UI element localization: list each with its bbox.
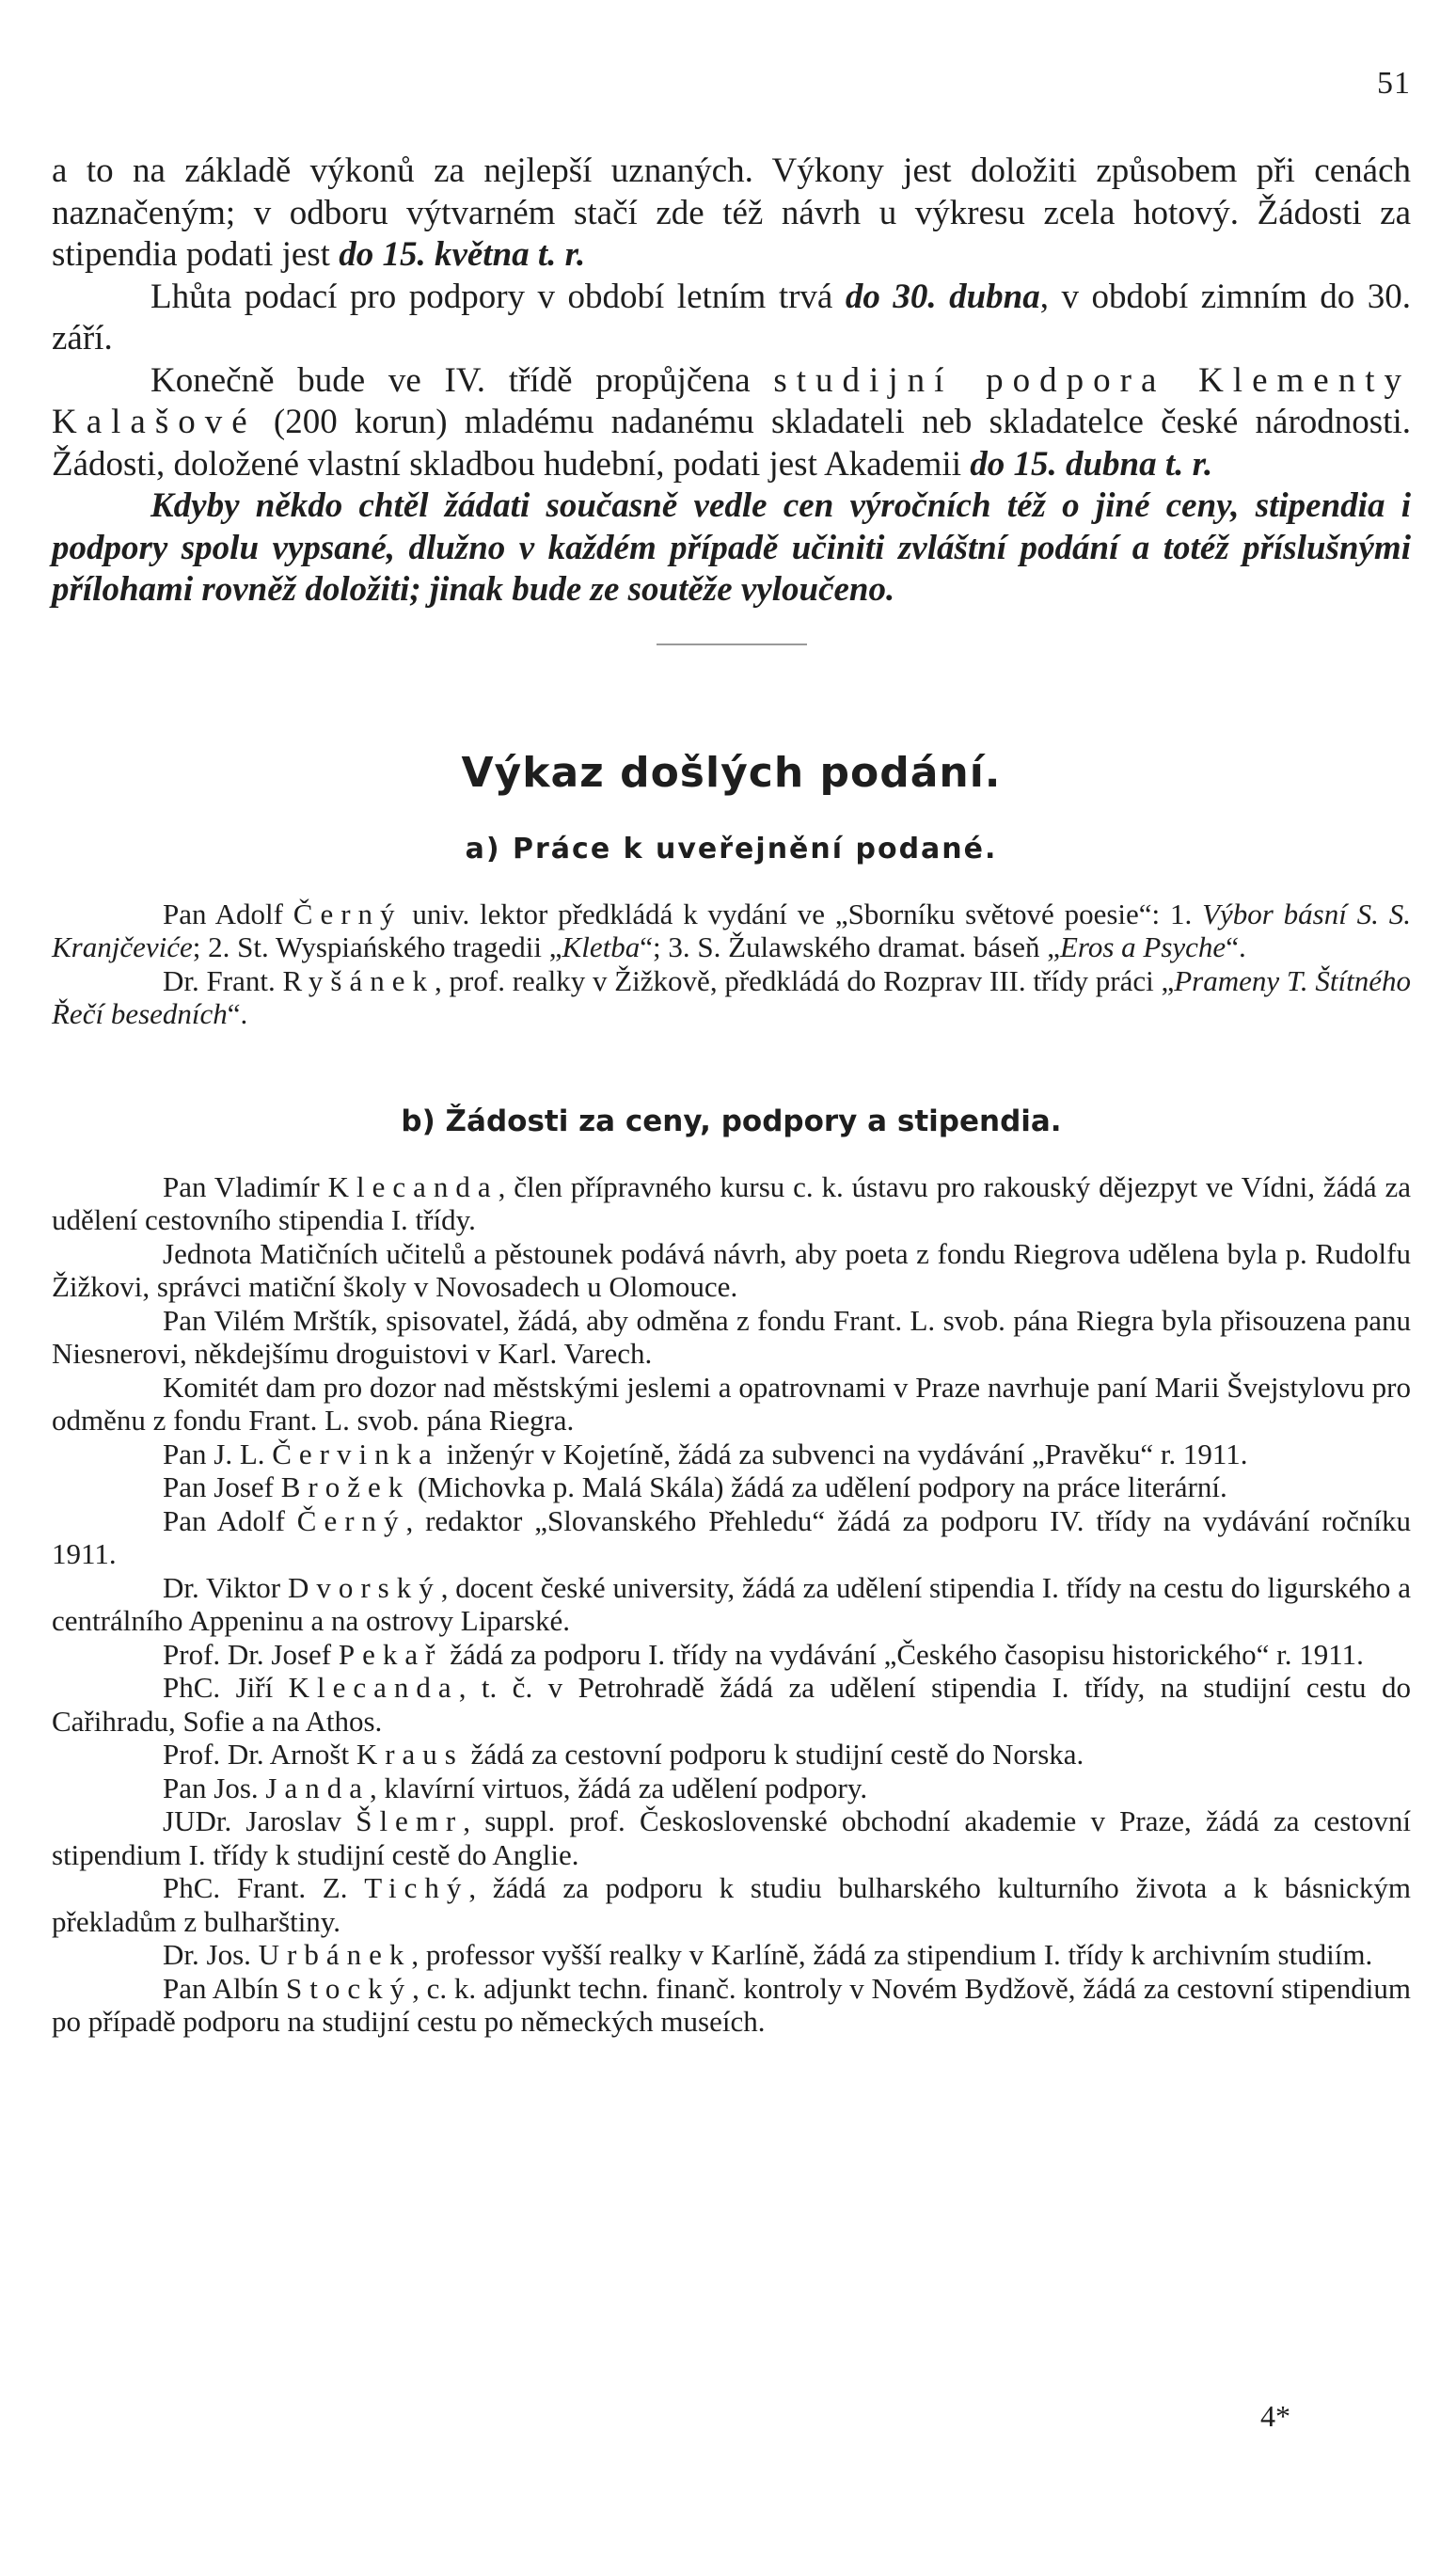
section-b-entry: Prof. Dr. Josef Pekař žádá za podporu I. třídy na vydávání „Českého časopisu historického“ r. 1911. (163, 1637, 1364, 1671)
section-b-list (52, 1170, 1411, 2039)
section-b-entry: PhC. Jiří Klecanda, t. č. v Petrohradě žádá za udělení stipendia I. třídy, na studijní cestu do Cařihradu, Sofie a na Athos. (52, 1671, 1411, 1738)
person-name: Pekař (338, 1637, 443, 1671)
person-name: Janda (265, 1771, 370, 1804)
person-name: Stocký (285, 1971, 413, 2005)
section-b-heading: b) Žádosti za ceny, podpory a stipendia. (401, 1104, 1062, 1138)
section-b-entry: Dr. Jos. Urbánek, professor vyšší realky v Karlíně, žádá za stipendium I. třídy k archivním studiím. (163, 1938, 1373, 1971)
intro-paragraph-3: Konečně bude ve IV. třídě propůjčena studijní podpora Klementy Kalašové (200 korun) mladému nadanému skladateli neb skladatelce české národnosti. Žádosti, doložené vlastní skladbou hudební, podati jest Akademii do 15. dubna t. r. (52, 360, 1411, 484)
section-b-entry: JUDr. Jaroslav Šlemr, suppl. prof. Československé obchodní akademie v Praze, žádá za cestovní stipendium I. třídy k studijní cestě do Anglie. (52, 1804, 1411, 1871)
section-a-entry: Pan Adolf Černý univ. lektor předkládá k vydání ve „Sborníku světové poesie“: 1. Výbor básní S. S. Kranjčeviće; 2. St. Wyspiańského tragedii „Kletba“; 3. S. Žulawského dramat. báseň „Eros a Psyche“. (52, 897, 1411, 963)
section-b-entry: Pan Vladimír Klecanda, člen přípravného kursu c. k. ústavu pro rakouský dějezpyt ve Vídni, žádá za udělení cestovního stipendia I. třídy. (52, 1169, 1411, 1236)
section-b-entry: Komitét dam pro dozor nad městskými jeslemi a opatrovnami v Praze navrhuje paní Marii Švejstylovu pro odměnu z fondu Frant. L. svob. pána Riegra. (52, 1370, 1411, 1437)
section-b-entry: PhC. Frant. Z. Tichý, žádá za podporu k studiu bulharského kulturního života a k básnickým překladům z bulharštiny. (52, 1871, 1411, 1938)
person-name: Brožek (280, 1470, 411, 1503)
section-b-entry: Pan Josef Brožek (Michovka p. Malá Skála) žádá za udělení podpory na práce literární. (163, 1470, 1227, 1503)
person-name: Tichý (364, 1871, 469, 1904)
spaced-emphasis: studijní podpora Klementy Kalašové (52, 360, 1411, 441)
person-name: Dvorský (287, 1570, 441, 1604)
page-content (52, 151, 1411, 2039)
section-a-entry: Dr. Frant. Ryšánek, prof. realky v Žižkově, předkládá do Rozprav III. třídy práci „Prameny T. Štítného Řečí besedních“. (52, 963, 1412, 1030)
page-number: 51 (1377, 66, 1411, 101)
intro-paragraph-4: Kdyby někdo chtěl žádati současně vedle cen výročních též o jiné ceny, stipendia i podpory spolu vypsané, dlužno v každém případě učiniti zvláštní podání a totéž příslušnými přílohami rovněž doložiti; jinak bude ze soutěže vyloučeno. (52, 486, 1411, 609)
person-name: Klecanda (288, 1671, 459, 1704)
signature-mark: 4* (1260, 2399, 1290, 2433)
intro-paragraph-1: a to na základě výkonů za nejlepší uznaných. Výkony jest doložiti způsobem při cenách naznačeným; v odboru výtvarném stačí zde též návrh u výkresu zcela hotový. Žádosti za stipendia podati jest do 15. května t. r. (52, 151, 1411, 274)
person-name: Šlemr (356, 1804, 464, 1837)
section-b-entry: Pan Vilém Mrštík, spisovatel, žádá, aby odměna z fondu Frant. L. svob. pána Riegra byla přisouzena panu Niesnerovi, někdejšímu droguistovi v Karl. Varech. (52, 1303, 1411, 1370)
section-b-entry: Pan Adolf Černý, redaktor „Slovanského Přehledu“ žádá za podporu IV. třídy na vydávání ročníku 1911. (52, 1503, 1411, 1570)
section-b-entry: Pan Jos. Janda, klavírní virtuos, žádá za udělení podpory. (163, 1771, 868, 1804)
person-name: Kraus (356, 1738, 464, 1771)
separator-line (657, 643, 807, 645)
person-name: Červinka (272, 1437, 439, 1470)
section-b-entry: Prof. Dr. Arnošt Kraus žádá za cestovní podporu k studijní cestě do Norska. (163, 1738, 1084, 1771)
section-b-entry: Jednota Matičních učitelů a pěstounek podává návrh, aby poeta z fondu Riegrova udělena byla p. Rudolfu Žižkovi, správci matiční školy v Novosadech u Olomouce. (52, 1236, 1411, 1303)
section-b-entry: Dr. Viktor Dvorský, docent české university, žádá za udělení stipendia I. třídy na cestu do ligurského a centrálního Appeninu a na ostrovy Liparské. (52, 1570, 1411, 1637)
section-a-heading: a) Práce k uveřejnění podané. (465, 832, 998, 866)
person-name: Černý (296, 1503, 406, 1537)
report-title: Výkaz došlých podání. (461, 748, 1002, 797)
person-name: Klecanda (327, 1169, 499, 1203)
intro-paragraph-2: Lhůta podací pro podpory v období letním trvá do 30. dubna, v období zimním do 30. září. (52, 277, 1412, 357)
person-name: Urbánek (258, 1938, 412, 1971)
section-b-entry: Pan J. L. Červinka inženýr v Kojetíně, žádá za subvenci na vydávání „Pravěku“ r. 1911. (163, 1437, 1248, 1470)
section-b-entry: Pan Albín Stocký, c. k. adjunkt techn. finanč. kontroly v Novém Bydžově, žádá za cestovní stipendium po případě podporu na studijní cestu po německých museích. (52, 1971, 1412, 2038)
